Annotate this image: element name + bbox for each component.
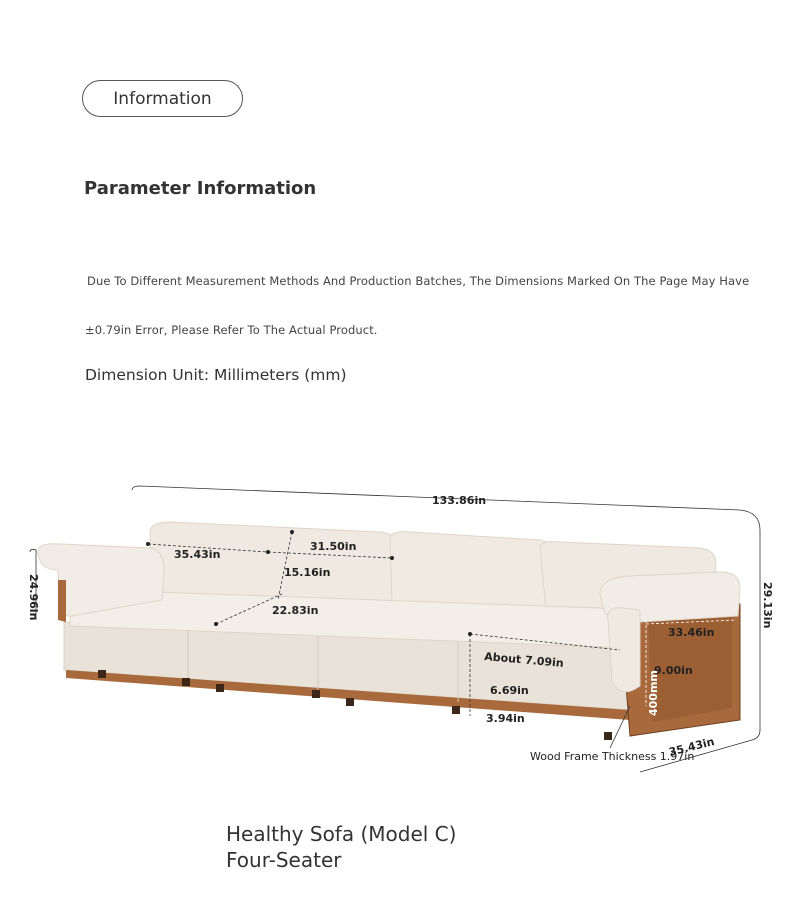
measurement-note-line-1: Due To Different Measurement Methods And Production Batches, The Dimensions Marked On The Page May Have [87, 274, 750, 288]
back-cushion-depth-label: 31.50in [310, 540, 357, 553]
overall-depth-label: 35.43in [667, 735, 716, 759]
dimension-unit: Dimension Unit: Millimeters (mm) [85, 366, 347, 384]
information-tab[interactable]: Information [82, 80, 243, 117]
sofa-dimension-diagram [0, 470, 790, 780]
page-title: Parameter Information [84, 178, 317, 199]
product-name: Healthy Sofa (Model C) [226, 822, 457, 846]
back-cushion-width-label: 35.43in [174, 548, 221, 561]
overall-height-label: 29.13in [761, 582, 774, 629]
frame-thickness-label: Wood Frame Thickness 1.97in [530, 750, 695, 763]
measurement-note-line-2: ±0.79in Error, Please Refer To The Actual Product. [85, 323, 378, 337]
base-height-label: 6.69in [490, 684, 529, 697]
product-variant: Four-Seater [226, 848, 342, 872]
seat-depth-label: 22.83in [272, 604, 319, 617]
overall-width-label: 133.86in [432, 494, 487, 507]
sofa-illustration [0, 470, 790, 780]
leg-height-label: 3.94in [486, 712, 525, 725]
arm-height-label: 24.96in [27, 574, 40, 621]
side-mark-label: 400mm [647, 670, 660, 716]
arm-depth-label: 33.46in [668, 626, 715, 639]
seat-height-label: About 7.09in [483, 650, 565, 670]
arm-width-label: 9.00in [654, 664, 693, 677]
back-cushion-height-label: 15.16in [284, 566, 331, 579]
